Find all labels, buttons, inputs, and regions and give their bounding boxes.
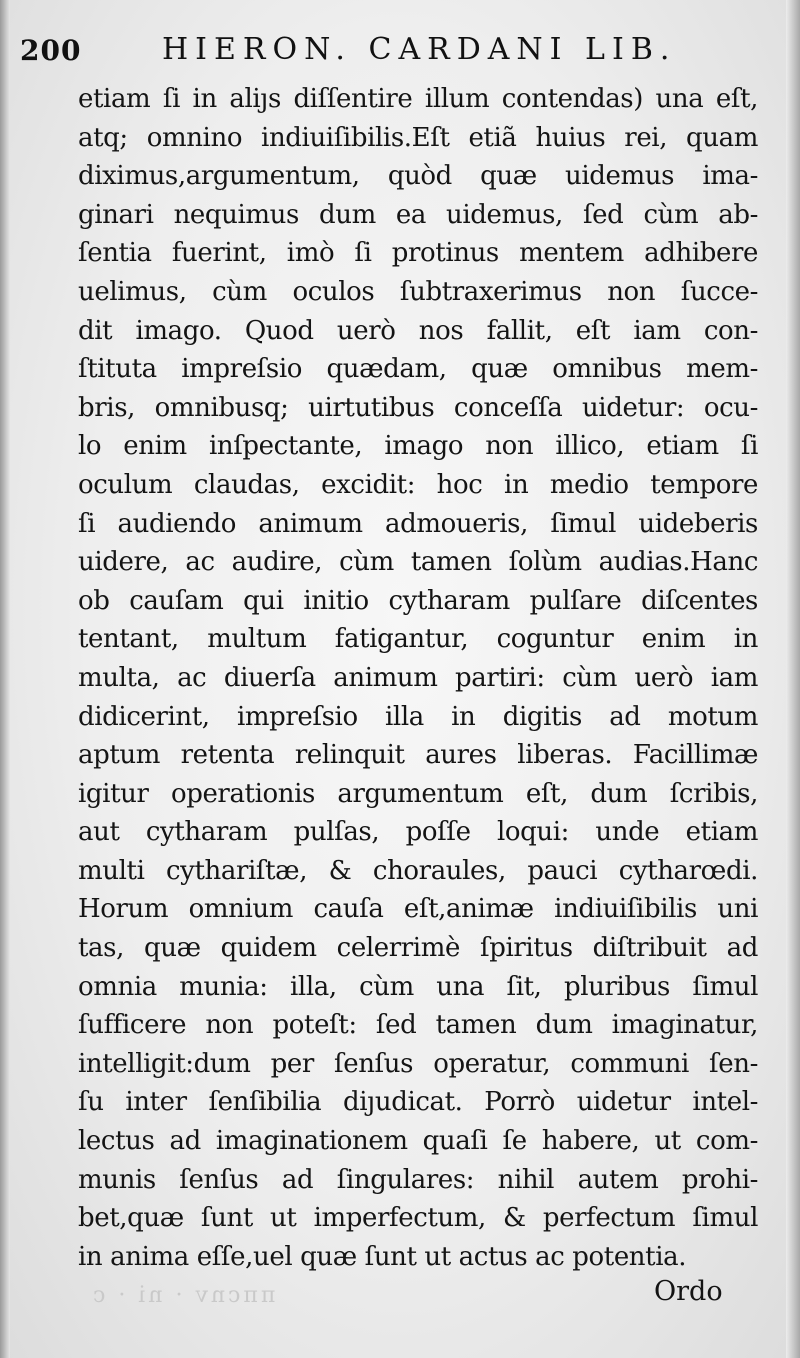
text-line: didicerint, impreſsio illa in digitis ad motum (78, 701, 758, 732)
text-line: in anima eſſe,uel quæ ſunt ut actus ac potentia. (78, 1241, 687, 1272)
text-line: uidere, ac audire, cùm tamen ſolùm audias.Hanc (78, 547, 758, 578)
catchword: Ordo (654, 1276, 723, 1307)
text-line: dit imago. Quod uerò nos fallit, eſt iam con- (78, 315, 758, 346)
text-line: tas, quæ quidem celerrimè ſpiritus diſtribuit ad (78, 933, 758, 964)
text-line: omnia munia: illa, cùm una ſit, pluribus ſimul (78, 971, 758, 1002)
text-line: atq; omnino indiuiſibilis.Eſt etiã huius rei, quam (78, 122, 758, 153)
text-line: ſufficere non poteſt: ſed tamen dum imaginatur, (78, 1010, 758, 1041)
text-line: Horum omnium cauſa eſt,animæ indiuiſibilis uni (78, 894, 758, 925)
text-line: oculum claudas, excidit: hoc in medio tempore (78, 469, 758, 500)
text-line: aptum retenta relinquit aures liberas. Facillimæ (78, 740, 758, 771)
text-line: ginari nequimus dum ea uidemus, ſed cùm ab- (78, 199, 758, 230)
bleed-through-ink: ππcnv · ni · c (90, 1283, 276, 1308)
text-line: ſu inter ſenſibilia diȷudicat. Porrò uidetur intel- (78, 1087, 758, 1118)
text-line: multi cythariſtæ, & choraules, pauci cytharœdi. (78, 855, 758, 886)
text-line: bris, omnibusq; uirtutibus conceſſa uidetur: ocu- (78, 392, 758, 423)
text-line: diximus,argumentum, quòd quæ uidemus ima- (78, 161, 758, 192)
page-number: 200 (20, 34, 82, 67)
text-line: aut cytharam pulſas, poſſe loqui: unde etiam (78, 817, 758, 848)
text-line: multa, ac diuerſa animum partiri: cùm uerò iam (78, 662, 758, 693)
text-line: etiam ſi in aliȷs diſſentire illum contendas) una eſt, (78, 84, 758, 114)
text-line: uelimus, cùm oculos ſubtraxerimus non ſucce- (78, 276, 758, 307)
page-gutter-shadow (0, 0, 10, 1358)
text-line: igitur operationis argumentum eſt, dum ſcribis, (78, 778, 758, 809)
text-line: lectus ad imaginationem quaſi ſe habere, ut com- (78, 1126, 758, 1157)
text-line: intelligit:dum per ſenſus operatur, communi ſen- (78, 1048, 758, 1079)
text-line: tentant, multum fatigantur, coguntur enim in (78, 624, 758, 655)
running-head: HIERON. CARDANI LIB. (162, 32, 677, 67)
body-text (78, 80, 758, 1276)
text-line: ſtituta impreſsio quædam, quæ omnibus mem- (78, 354, 758, 385)
text-line: munis ſenſus ad ſingulares: nihil autem prohi- (78, 1164, 758, 1195)
text-line: lo enim inſpectante, imago non illico, etiam ſi (78, 431, 758, 462)
page-edge-shadow (786, 0, 800, 1358)
text-line: bet,quæ ſunt ut imperfectum, & perfectum ſimul (78, 1203, 758, 1234)
text-line: ob cauſam qui initio cytharam pulſare diſcentes (78, 585, 758, 616)
text-line: ſentia fuerint, imò ſi protinus mentem adhibere (78, 238, 758, 269)
page-header (20, 30, 760, 76)
text-line: ſi audiendo animum admoueris, ſimul uideberis (78, 508, 758, 539)
